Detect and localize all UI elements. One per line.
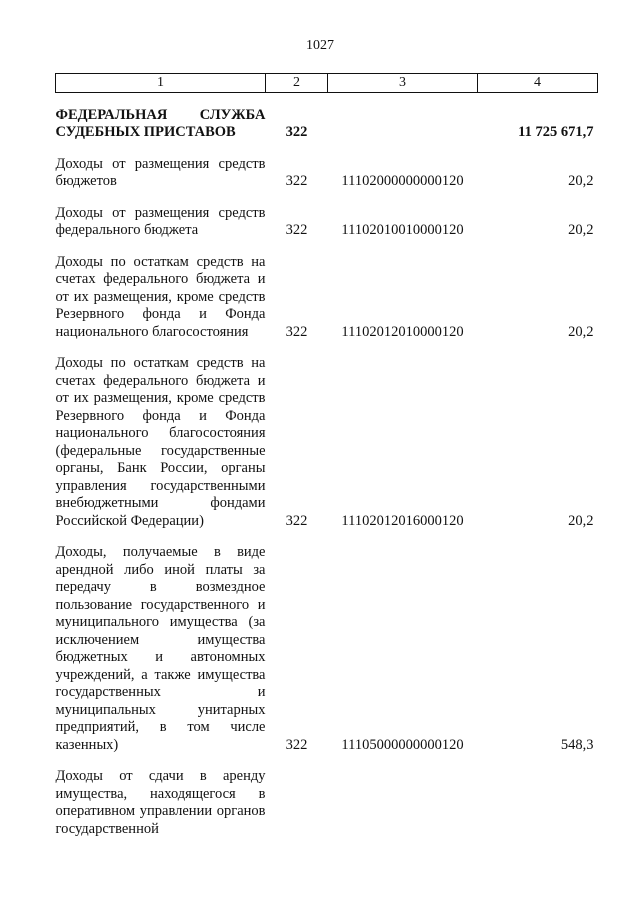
row-name: Доходы от сдачи в аренду имущества, находящегося в оперативном управлении органов государственной — [55, 768, 266, 837]
header-col-2: 2 — [266, 74, 328, 93]
header-row — [56, 74, 598, 93]
row-revenue-code: 11102000000000120 — [341, 173, 464, 189]
table-row — [56, 198, 598, 247]
row-name: ФЕДЕРАЛЬНАЯ СЛУЖБА СУДЕБНЫХ ПРИСТАВОВ — [55, 106, 266, 140]
row-admin-code: 322 — [285, 736, 308, 753]
table-row — [56, 761, 598, 845]
table-row — [56, 247, 598, 349]
row-amount: 11 725 671,7 — [518, 124, 594, 140]
revenue-table — [55, 73, 598, 845]
row-admin-code: 322 — [285, 173, 308, 189]
row-amount: 20,2 — [568, 512, 594, 529]
table-row — [56, 348, 598, 537]
table-row — [56, 92, 598, 149]
row-name: Доходы по остаткам средств на счетах федерального бюджета и от их размещения, кроме средств Резервного фонда и Фонда национального благосостояния (федеральные государственные органы, Банк России, органы управления государственными внебюджетными фондами Российской Федерации) — [55, 355, 266, 529]
row-name: Доходы, получаемые в виде арендной либо иной платы за передачу в возмездное пользование государственного и муниципального имущества (за исключением имущества бюджетных и автономных учреждений, а также имущества государственных и муниципальных унитарных предприятий, в том числе казенных) — [55, 544, 266, 753]
header-col-4: 4 — [478, 74, 598, 93]
row-name: Доходы от размещения средств федерального бюджета — [55, 204, 266, 238]
row-name: Доходы по остаткам средств на счетах федерального бюджета и от их размещения, кроме средств Резервного фонда и Фонда национального благосостояния — [55, 253, 266, 340]
row-revenue-code: 11102012016000120 — [341, 512, 464, 529]
table-row — [56, 537, 598, 761]
row-amount: 548,3 — [560, 736, 594, 753]
row-revenue-code — [328, 92, 478, 149]
row-admin-code: 322 — [285, 124, 308, 140]
row-revenue-code — [328, 761, 478, 845]
row-amount — [478, 761, 598, 845]
row-amount: 20,2 — [568, 222, 594, 238]
row-revenue-code: 11102010010000120 — [341, 222, 464, 238]
row-admin-code: 322 — [285, 512, 308, 529]
page-number: 1027 — [306, 38, 334, 53]
row-amount: 20,2 — [568, 173, 594, 189]
header-col-1: 1 — [56, 74, 266, 93]
row-revenue-code: 11102012010000120 — [341, 323, 464, 340]
header-col-3: 3 — [328, 74, 478, 93]
table-body — [56, 92, 598, 845]
row-admin-code: 322 — [285, 323, 308, 340]
row-admin-code — [266, 761, 328, 845]
row-revenue-code: 11105000000000120 — [341, 736, 464, 753]
row-amount: 20,2 — [568, 323, 594, 340]
table-header — [56, 74, 598, 93]
row-admin-code: 322 — [285, 222, 308, 238]
row-name: Доходы от размещения средств бюджетов — [55, 155, 266, 189]
table-row — [56, 149, 598, 198]
